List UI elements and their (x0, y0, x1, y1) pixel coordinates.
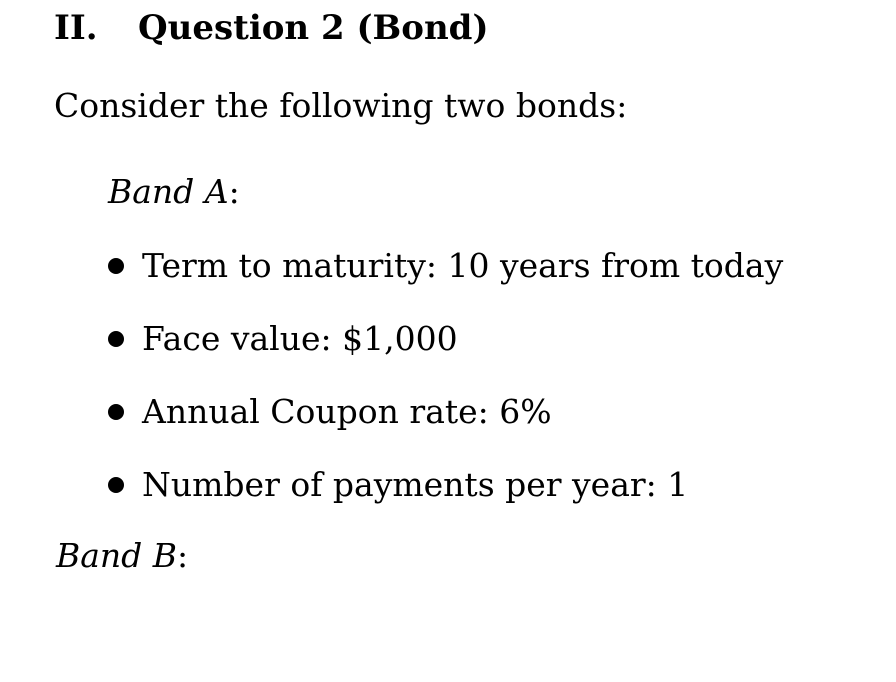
coupon-rate-text: Annual Coupon rate: 6% (142, 392, 552, 431)
bond-a-colon: : (228, 172, 240, 211)
section-heading (54, 6, 489, 50)
section-number: II. (54, 8, 98, 48)
bond-b-colon: : (177, 536, 189, 575)
bullet-icon (108, 331, 124, 347)
bond-b-label (56, 534, 188, 578)
bullet-icon (108, 258, 124, 274)
term-to-maturity-text: Term to maturity: 10 years from today (142, 246, 784, 285)
bond-a-label (108, 170, 240, 214)
intro-text: Consider the following two bonds: (54, 86, 628, 125)
section-title: Question 2 (Bond) (138, 8, 489, 48)
payments-per-year-text: Number of payments per year: 1 (142, 465, 689, 504)
bond-b-name: Band B (56, 536, 178, 575)
bullet-icon (108, 477, 124, 493)
face-value-text: Face value: $1,000 (142, 319, 458, 358)
bullet-icon (108, 404, 124, 420)
bond-a-name: Band A (108, 172, 229, 211)
